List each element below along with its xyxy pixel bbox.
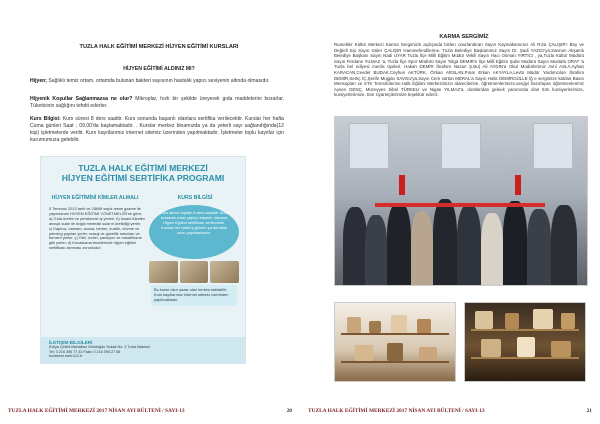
paragraph-text: Mikroplar, hızlı bir şekilde üreyerek gıda maddelerini bozarlar. Tüketicinin sağlığını tehdit ederler. xyxy=(30,96,285,109)
photo-item xyxy=(369,321,381,333)
right-page-title: KARMA SERGİMİZ xyxy=(439,34,489,40)
paragraph-text: Sağlıklı temiz ortam, ortamda bulunan bakteri sayısının hastalık yapıcı seviyenin altında olmasıdır. xyxy=(46,78,270,84)
left-page-footer xyxy=(8,408,292,414)
photo-window xyxy=(441,123,481,169)
footer-bulletin-title: TUZLA HALK EĞİTİMİ MERKEZİ 2017 NİSAN AYI BÜLTENİ / SAYI-13 xyxy=(308,408,485,414)
poster-right-column-title: KURS BİLGİSİ xyxy=(177,195,213,201)
photo-item xyxy=(355,345,373,361)
poster-contact-phone: Tel: 0 216 395 77 43 Faks: 0 216 395 27 58 xyxy=(49,349,121,354)
exhibition-photo-ceramics xyxy=(334,302,456,382)
photo-item xyxy=(347,317,361,333)
photo-item xyxy=(481,339,501,357)
poster-left-column-title: HİJYEN EĞİTİMİNİ KİMLER ALMALI xyxy=(51,195,139,201)
poster-heading-line1: TUZLA HALK EĞİTİMİ MERKEZİ xyxy=(78,163,208,173)
photo-item xyxy=(505,313,519,329)
poster-contact-box xyxy=(41,337,245,363)
photo-person xyxy=(365,215,387,285)
photo-person xyxy=(527,209,551,285)
photo-person xyxy=(411,211,433,285)
photo-flag xyxy=(399,175,405,195)
photo-shelf xyxy=(471,329,579,331)
poster-contact-title: İLETİŞİM BİLGİLERİ xyxy=(49,340,93,345)
poster-course-info-bubble: Kurs süresi toplam 8 ders saatidir. Kurs sonunda sınav yapılıp başarılı olanlara Hijyen Eğitimi sertifikası verilecektir. Kurslar her hafta iş günleri ya da hafta sonu yapılmaktadır. xyxy=(149,205,239,259)
ribbon-cutting-photo xyxy=(334,116,588,286)
photo-shelf xyxy=(341,361,449,363)
page-number: 20 xyxy=(286,408,292,414)
poster-photo xyxy=(180,261,209,283)
photo-item xyxy=(551,341,571,357)
left-page xyxy=(4,8,296,416)
photo-item xyxy=(419,347,437,361)
right-page xyxy=(304,8,596,416)
photo-item xyxy=(533,309,553,329)
photo-person xyxy=(343,207,367,285)
photo-item xyxy=(391,315,407,333)
photo-item xyxy=(561,313,575,329)
photo-item xyxy=(517,337,535,357)
photo-person xyxy=(551,205,577,285)
photo-flag xyxy=(515,175,521,195)
photo-item xyxy=(475,311,493,329)
paragraph-lead: Hijyenik Koşullar Sağlanmazsa ne olur? xyxy=(30,96,133,102)
hijyen-definition-paragraph xyxy=(30,78,284,85)
photo-item xyxy=(417,319,431,333)
paragraph-lead: Hijyen; xyxy=(30,78,47,84)
poster-contact-address: Evliya Çelebi Mahallesi Gündoğdu Sokak No: 3 Tuzla İstanbul xyxy=(49,345,151,349)
right-page-footer xyxy=(308,408,592,414)
photo-shelf xyxy=(471,357,579,359)
photo-window xyxy=(533,123,573,169)
poster-photo xyxy=(210,261,239,283)
exhibition-thanks-paragraph: Rumeliler Kültür Merkezi Karma Sergimizin açılışında bizlerı onurlandıran Sayın Kaymakamımız Ali Rıza ÇALIŞIR'ı Bey ve Değerli Eşi Sayın Güler ÇALIŞIR Hanımefendilerine, Tuzla Belediye Başkanımız Sayın Dr. Şadi YAZICI'ya,Sanrum Akşamlı Belediye Başkanı Sayın Nadi UYAR Tuzla İlçe Milli Eğitim Müdür Vekili Sayın Hacı Osman YIRTICI , ya,Tuzla Kültür Müdürü Sayın Ferdane YILMAZ 'a, Tuzla İlçe Spor Müdürü Sayın Tolga DEMİR'e İlçe Milli Eğitim Şube Müdürü Sayın Mustafa ORAT 'a Tuzla bel ediyesi meclis üyeleri, Hakan DEMİR İbrahim Nazan Ş.Bu( Ali AYDIN'a Okul Müdürlerimiz Avni ASLA,Ayhan KARACAN,Cevdet BUDAK,Ceyhun AKTÜRK, Özkan ARSLAN,Pınar Erkan AKYAYLA,Levtü Müdür Yardımcıları İbrahim DEMİR,Serkç İÇ,Şerife Müjgan SAVGU'ya,Sayın Cem sürtün MERAL'a Sayın Halis DEMİRGÜLLE İğ e sergimize katılan Basın Mensupları ve STK Temsilcilerine,Halk Eğitimi Merkezimizin idarecilerine, öğretmenlerimize,sergiyi hazırlayan öğretmenlerimiz Aysen GENÇ, Müzeyyes Sibel TÜRKELİ ve Nigan YILMAZ'a, dostlarıdan geleek yanımızda olan tüm kursiyerlerimize, kursiyerlerimize, tüm ziyaretçilerimize teşekkür ederiz. xyxy=(334,42,584,98)
poster-registration-text: Bu kurse okur yazar olan herkes katılabilir. Kurs kayıtlarımız internet sitemiz üzerinden yapılmaktadır. xyxy=(151,285,237,306)
photo-person xyxy=(387,203,411,285)
footer-bulletin-title: TUZLA HALK EĞİTİMİ MERKEZİ 2017 NİSAN AYI BÜLTENİ / SAYI-13 xyxy=(8,408,185,414)
photo-person xyxy=(457,205,481,285)
photo-person xyxy=(481,213,503,285)
photo-window xyxy=(349,123,389,169)
poster-heading-line2: HİJYEN EĞİTİMİ SERTİFİKA PROGRAMI xyxy=(61,173,225,183)
exhibition-photo-crafts xyxy=(464,302,586,382)
photo-person xyxy=(433,199,457,285)
photo-person xyxy=(503,201,527,285)
paragraph-text: Kurs süresi 8 ders saattir. Kurs sonunda başarılı olanlara sertifika verilecektir. Kurslar her hafta Cuma günleri Saat ; 09.00'da başlamaktadır. . Kurslar merkez binamızda ya da yeterli sayı sağlandığında(12 kişi) işletmelerde verilir. Kurs kayıtlarımız internet sitemiz üzerinden yapılmaktadır. İşletmeler toplu kayıtlar için kurumumuza gelebilir. xyxy=(30,116,284,143)
page-number: 21 xyxy=(586,408,592,414)
poster-photo-strip xyxy=(149,261,239,283)
poster-left-column-text: 5 Temmuz 2013 tarih ve 28698 sayılı resmi gazete ile yayımlanan HİJYEN EĞİTİMİ YÖNETMELİĞİ'ne göre; a) Gıda üretim ve perakende iş yerleri, b) İnsani tüketim amaçlı sular ile doğal mineralli suların üretildiği yerler, c) Kaplıca, hamam, sauna, berber, kuaför, dövme ve piercing yapılan yerler, masaj ve güzellik salonları ve benzeri yerler, ç) Otel, motel, pansiyon ve misafirhane gibi yerler, d) Konaklama tesislerinde hijyen eğitimi sertifikası alınması zorunludur. xyxy=(49,206,145,251)
poster-photo xyxy=(149,261,178,283)
poster-heading xyxy=(41,163,245,183)
left-page-title: TUZLA HALK EĞİTİMİ MERKEZİ HİJYEN EĞİTİMİ KURSLARI xyxy=(79,44,239,50)
red-ribbon xyxy=(375,203,545,207)
hijyen-conditions-paragraph xyxy=(30,96,284,110)
left-page-subtitle: HİJYEN EĞİTİMİ ALDINIZ MI? xyxy=(123,66,195,72)
paragraph-lead: Kurs Bilgisi: xyxy=(30,116,61,122)
photo-shelf xyxy=(341,333,449,335)
photo-item xyxy=(387,343,403,361)
hygiene-certificate-poster xyxy=(40,156,246,364)
course-info-paragraph xyxy=(30,116,284,144)
poster-contact-web: tuzlahem.meb.k12.tr xyxy=(49,354,83,359)
